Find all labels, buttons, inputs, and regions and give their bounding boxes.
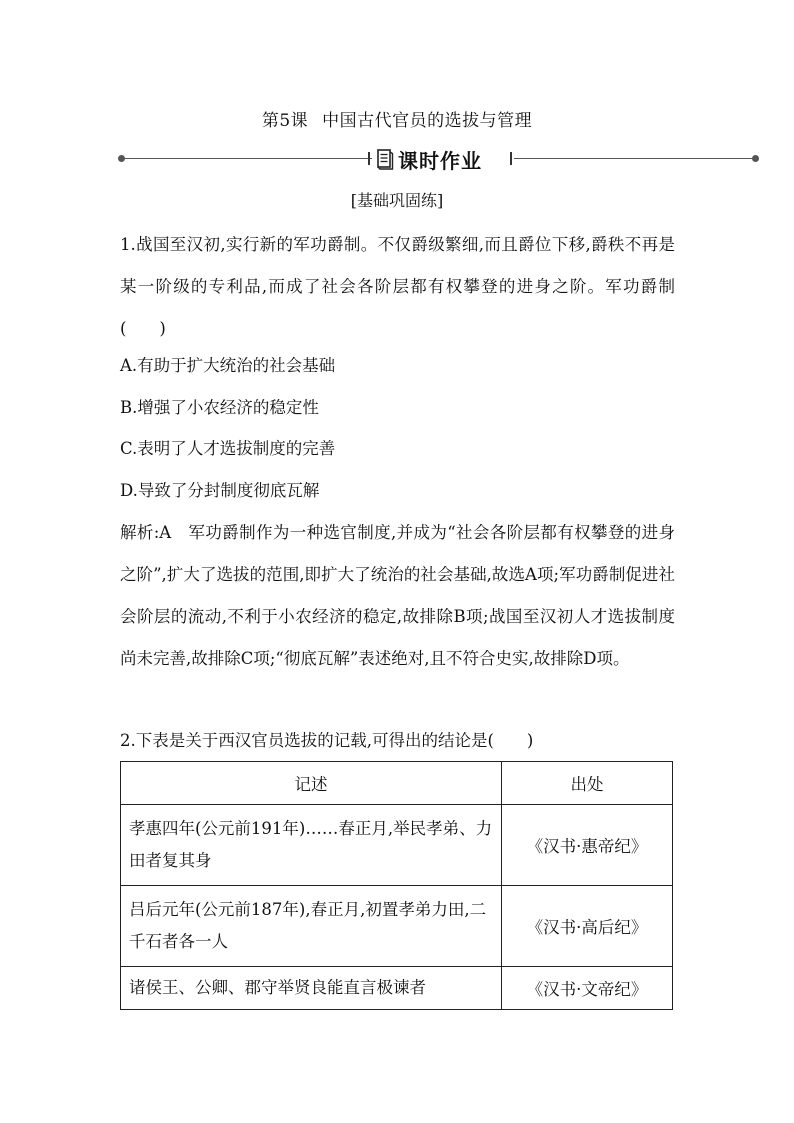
homework-banner	[118, 144, 760, 174]
banner-right-tick	[510, 152, 512, 165]
question-1-analysis: 解析:A 军功爵制作为一种选官制度,并成为“社会各阶层都有权攀登的进身之阶”,扩大了选拔的范围,即扩大了统治的社会基础,故选A项;军功爵制促进社会阶层的流动,不利于小农经济的稳定,故排除B项;战国至汉初人才选拔制度尚未完善,故排除C项;“彻底瓦解”表述绝对,且不符合史实,故排除D项。	[120, 523, 675, 668]
lesson-name: 中国古代官员的选拔与管理	[322, 111, 533, 131]
lesson-title	[0, 106, 794, 131]
section-label: [基础巩固练]	[350, 191, 444, 210]
record-cell: 吕后元年(公元前187年),春正月,初置孝弟力田,二千石者各一人	[121, 886, 502, 967]
question-1-option-d: D.导致了分封制度彻底瓦解	[120, 481, 320, 500]
banner-left-rule	[122, 158, 372, 159]
banner-right-dot	[752, 155, 759, 162]
record-cell: 孝惠四年(公元前191年)……春正月,举民孝弟、力田者复其身	[121, 805, 502, 886]
question-1-option-c: C.表明了人才选拔制度的完善	[120, 439, 336, 458]
source-cell: 《汉书·高后纪》	[502, 886, 673, 967]
header-source: 出处	[502, 762, 673, 805]
book-icon	[376, 148, 394, 170]
table-row	[121, 886, 673, 967]
source-cell: 《汉书·文帝纪》	[502, 967, 673, 1010]
record-cell: 诸侯王、公卿、郡守举贤良能直言极谏者	[121, 967, 502, 1010]
lesson-number: 第5课	[261, 111, 309, 131]
table-header-row	[121, 762, 673, 805]
records-table	[120, 761, 673, 1010]
table-row	[121, 805, 673, 886]
source-cell: 《汉书·惠帝纪》	[502, 805, 673, 886]
banner-title: 课时作业	[398, 148, 482, 173]
header-record: 记述	[121, 762, 502, 805]
question-1-stem: 1.战国至汉初,实行新的军功爵制。不仅爵级繁细,而且爵位下移,爵秩不再是某一阶级的专利品,而成了社会各阶层都有权攀登的进身之阶。军功爵制( )	[120, 235, 675, 338]
question-1-option-a: A.有助于扩大统治的社会基础	[120, 356, 336, 375]
banner-left-tick	[368, 152, 370, 165]
table-row	[121, 967, 673, 1010]
banner-center	[376, 144, 482, 174]
banner-right-rule	[514, 158, 754, 159]
question-1-option-b: B.增强了小农经济的稳定性	[120, 398, 319, 417]
question-2-stem: 2.下表是关于西汉官员选拔的记载,可得出的结论是( )	[120, 731, 534, 750]
